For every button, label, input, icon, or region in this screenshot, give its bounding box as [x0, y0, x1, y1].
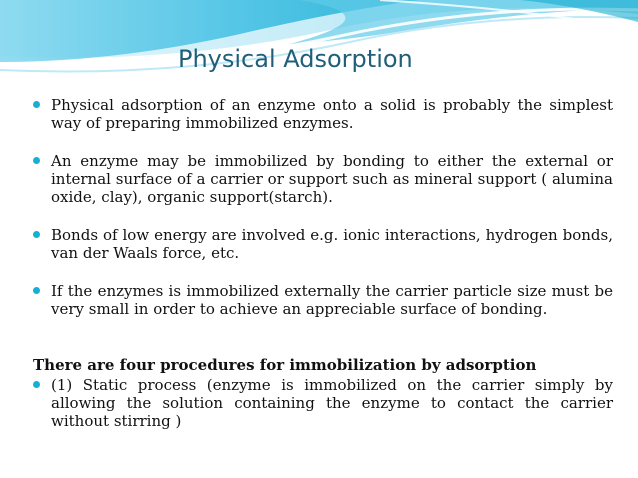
- bullet-dot-icon: [33, 101, 40, 108]
- procedures-heading: There are four procedures for immobilization by adsorption: [33, 356, 537, 374]
- slide-content: [33, 96, 613, 430]
- bullet-item: [33, 152, 613, 206]
- bullet-text: An enzyme may be immobilized by bonding to either the external or internal surface of a carrier or support such as mineral support ( alumina oxide, clay), organic support(starch).: [51, 152, 613, 206]
- bullet-dot-icon: [33, 157, 40, 164]
- bullet-text: Bonds of low energy are involved e.g. ionic interactions, hydrogen bonds, van der Waals force, etc.: [51, 226, 613, 262]
- bullet-item: [33, 96, 613, 132]
- bullet-text: If the enzymes is immobilized externally the carrier particle size must be very small in order to achieve an appreciable surface of bonding.: [51, 282, 613, 318]
- bullet-dot-icon: [33, 231, 40, 238]
- bullet-item: [33, 282, 613, 318]
- procedure-item: [33, 376, 613, 430]
- bullet-dot-icon: [33, 287, 40, 294]
- slide-title: Physical Adsorption: [178, 45, 413, 73]
- bullet-item: [33, 226, 613, 262]
- procedure-text: (1) Static process (enzyme is immobilized on the carrier simply by allowing the solution containing the enzyme to contact the carrier without stirring ): [51, 376, 613, 430]
- bullet-text: Physical adsorption of an enzyme onto a solid is probably the simplest way of preparing immobilized enzymes.: [51, 96, 613, 132]
- bullet-dot-icon: [33, 381, 40, 388]
